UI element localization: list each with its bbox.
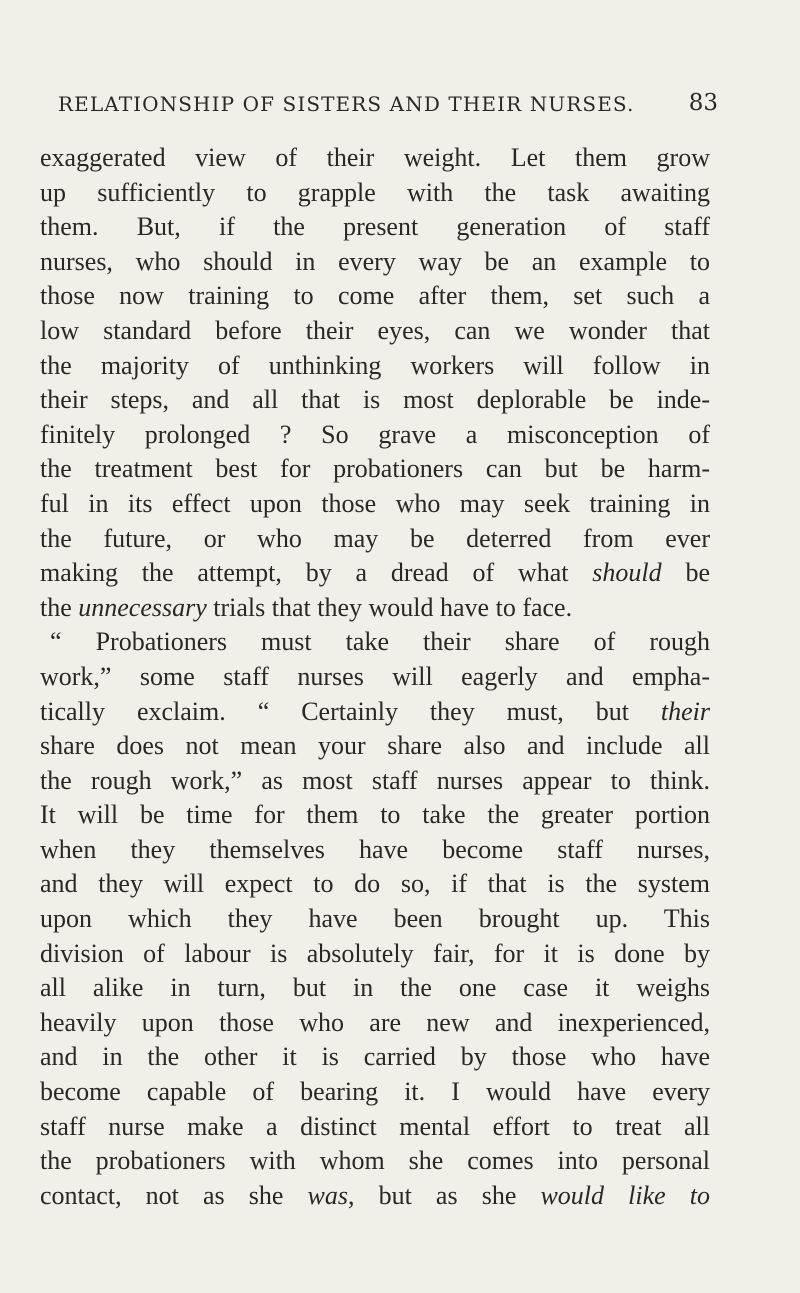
text-line: when they themselves have become staff nurses, — [40, 834, 710, 864]
text-line — [40, 1179, 710, 1214]
text-line: the future, or who may be deterred from ever — [40, 523, 710, 553]
text-line: work,” some staff nurses will eagerly and empha- — [40, 661, 710, 691]
body-text — [40, 141, 710, 1213]
text-line: ful in its effect upon those who may seek training in — [40, 488, 710, 518]
text-line: all alike in turn, but in the one case it weighs — [40, 973, 710, 1003]
page-number: 83 — [688, 90, 718, 116]
text-line: heavily upon those who are new and inexperienced, — [40, 1007, 710, 1037]
text-line: “ Probationers must take their share of rough — [50, 627, 710, 657]
text-line: their steps, and all that is most deplorable be inde- — [40, 385, 710, 415]
text-line: those now training to come after them, set such a — [40, 281, 710, 311]
text-line — [40, 695, 710, 730]
text-line: the probationers with whom she comes into personal — [40, 1146, 710, 1176]
text-line: the majority of unthinking workers will follow in — [40, 350, 710, 380]
text-run: be — [661, 558, 711, 588]
page-header — [58, 92, 718, 126]
text-run: tically exclaim. “ Certainly they must, but — [40, 696, 661, 726]
text-run: the — [40, 592, 79, 622]
text-line: low standard before their eyes, can we wonder that — [40, 315, 710, 345]
text-run: contact, not as she — [40, 1180, 308, 1210]
text-line: It will be time for them to take the greater portion — [40, 800, 710, 830]
italic-text: was — [307, 1180, 348, 1210]
text-line — [40, 591, 710, 626]
italic-text: would like to — [540, 1180, 710, 1210]
text-line: and they will expect to do so, if that is the system — [40, 869, 710, 899]
text-line: nurses, who should in every way be an example to — [40, 246, 710, 276]
text-run: making the attempt, by a dread of what — [40, 558, 593, 588]
running-title: RELATIONSHIP OF SISTERS AND THEIR NURSES. — [58, 92, 635, 116]
italic-text: should — [592, 558, 662, 588]
italic-text: their — [660, 696, 710, 726]
text-line: finitely prolonged ? So grave a misconception of — [40, 419, 710, 449]
text-line — [40, 556, 710, 591]
text-line: the treatment best for probationers can but be harm- — [40, 454, 710, 484]
text-line: and in the other it is carried by those who have — [40, 1042, 710, 1072]
italic-text: unnecessary — [78, 592, 207, 622]
text-run: , but as she — [348, 1180, 541, 1210]
text-line: upon which they have been brought up. This — [40, 904, 710, 934]
text-line: division of labour is absolutely fair, for it is done by — [40, 938, 710, 968]
text-line: staff nurse make a distinct mental effort to treat all — [40, 1111, 710, 1141]
text-line: them. But, if the present generation of staff — [40, 212, 710, 242]
text-line: share does not mean your share also and include all — [40, 731, 710, 761]
text-line: up sufficiently to grapple with the task awaiting — [40, 177, 710, 207]
text-line: the rough work,” as most staff nurses appear to think. — [40, 765, 710, 795]
text-run: trials that they would have to face. — [206, 592, 573, 622]
text-line: exaggerated view of their weight. Let them grow — [40, 143, 710, 172]
text-line: become capable of bearing it. I would have every — [40, 1077, 710, 1107]
